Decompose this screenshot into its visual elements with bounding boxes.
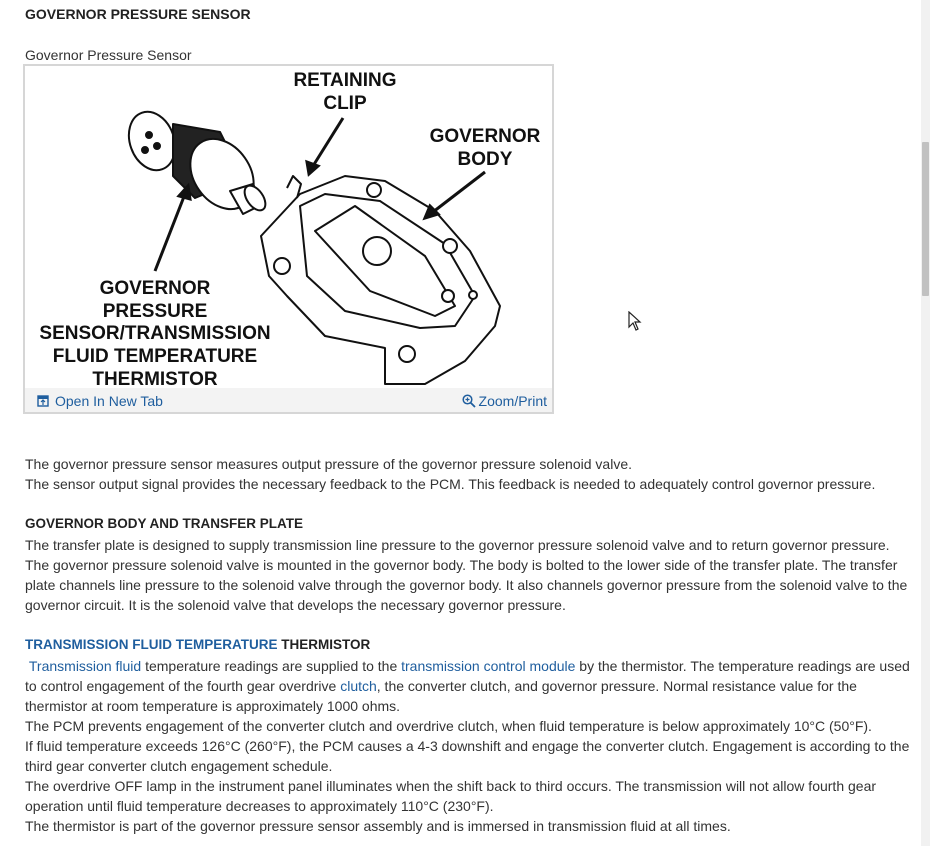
retaining-clip-shape (287, 176, 301, 198)
thermistor-p2: The PCM prevents engagement of the converter clutch and overdrive clutch, when fluid temperature is below approximately 10°C (50°F). (25, 718, 872, 734)
label-retaining: RETAINING (293, 70, 397, 91)
figure-toolbar (25, 388, 552, 412)
label-clip: CLIP (323, 93, 367, 114)
figure-box (23, 64, 554, 414)
thermistor-p4: The overdrive OFF lamp in the instrument panel illuminates when the shift back to third occurs. The transmission will not allow fourth gear operation until fluid temperature decreases to approximately 110°C (230°F). (25, 778, 877, 814)
mouse-cursor-icon (628, 311, 642, 336)
thermistor-title-rest: THERMISTOR (277, 637, 371, 652)
bolt-hole (367, 183, 381, 197)
section-title-governor-body: GOVERNOR BODY AND TRANSFER PLATE (25, 516, 304, 531)
thermistor-text (25, 656, 910, 836)
label-governor: GOVERNOR (429, 126, 541, 147)
arrow-head (307, 162, 318, 174)
intro-line-2: The sensor output signal provides the necessary feedback to the PCM. This feedback is needed to adequately control governor pressure. (25, 476, 876, 492)
bolt-hole (443, 239, 457, 253)
transmission-fluid-temperature-link[interactable]: TRANSMISSION FLUID TEMPERATURE (25, 637, 278, 652)
transmission-control-module-link[interactable]: transmission control module (401, 658, 576, 674)
open-new-tab-label: Open In New Tab (55, 393, 163, 409)
governor-body-text (25, 535, 910, 615)
label-sensor-4: FLUID TEMPERATURE (52, 346, 258, 367)
bolt-hole (274, 258, 290, 274)
governor-body-shape (261, 176, 500, 384)
zoom-icon (462, 394, 476, 408)
intro-text (25, 454, 910, 494)
label-sensor-5: THERMISTOR (92, 369, 218, 388)
zoom-print-link[interactable] (462, 393, 547, 409)
label-sensor-2: PRESSURE (102, 301, 208, 322)
thermistor-p1 (25, 656, 910, 716)
label-sensor-3: SENSOR/TRANSMISSION (39, 323, 271, 344)
arrow-head (179, 186, 190, 199)
section-title-thermistor (25, 637, 370, 652)
zoom-print-label: Zoom/Print (478, 393, 547, 409)
governor-body-p1: The transfer plate is designed to supply transmission line pressure to the governor pressure solenoid valve and to return governor pressure. (25, 537, 890, 553)
intro-line-1: The governor pressure sensor measures output pressure of the governor pressure solenoid valve. (25, 456, 632, 472)
arrow-sensor (155, 194, 185, 271)
page-title: GOVERNOR PRESSURE SENSOR (25, 6, 251, 22)
pin (146, 132, 152, 138)
label-sensor-1: GOVERNOR (99, 278, 211, 299)
governor-body-p2: The governor pressure solenoid valve is mounted in the governor body. The body is bolted to the lower side of the transfer plate. The transfer plate channels line pressure to the solenoid valve through the governor body. It also channels governor pressure from the solenoid valve to the governor circuit. It is the solenoid valve that develops the necessary governor pressure. (25, 557, 908, 613)
transmission-fluid-link[interactable]: Transmission fluid (28, 658, 142, 674)
figure-caption: Governor Pressure Sensor (25, 47, 192, 63)
open-new-tab-link[interactable] (37, 393, 163, 409)
small-hole (469, 291, 477, 299)
label-body: BODY (457, 149, 513, 170)
thermistor-p1-text2: by the thermistor. The temperature readings are used to control engagement of the fourth gear overdrive (25, 658, 910, 694)
thermistor-p1-text1: temperature readings are supplied to the (141, 658, 402, 674)
governor-diagram[interactable] (25, 66, 552, 388)
scrollbar-thumb[interactable] (922, 142, 929, 296)
bolt-hole (399, 346, 415, 362)
pin (142, 147, 148, 153)
vertical-scrollbar[interactable] (921, 0, 930, 846)
diagram-svg (25, 66, 552, 388)
thermistor-p3: If fluid temperature exceeds 126°C (260°F), the PCM causes a 4-3 downshift and engage the converter clutch. Engagement is according to the third gear converter clutch engagement schedule. (25, 738, 910, 774)
clutch-link[interactable]: clutch (340, 678, 377, 694)
center-hole (363, 237, 391, 265)
arrow-clip (313, 118, 343, 166)
thermistor-p1-text3: , the converter clutch, and governor pressure. Normal resistance value for the thermistor at room temperature is approximately 1000 ohms. (25, 678, 857, 714)
arrow-body (433, 172, 485, 212)
small-hole (442, 290, 454, 302)
thermistor-p5: The thermistor is part of the governor pressure sensor assembly and is immersed in transmission fluid at all times. (25, 818, 731, 834)
pin (154, 143, 160, 149)
open-tab-icon (37, 395, 49, 407)
